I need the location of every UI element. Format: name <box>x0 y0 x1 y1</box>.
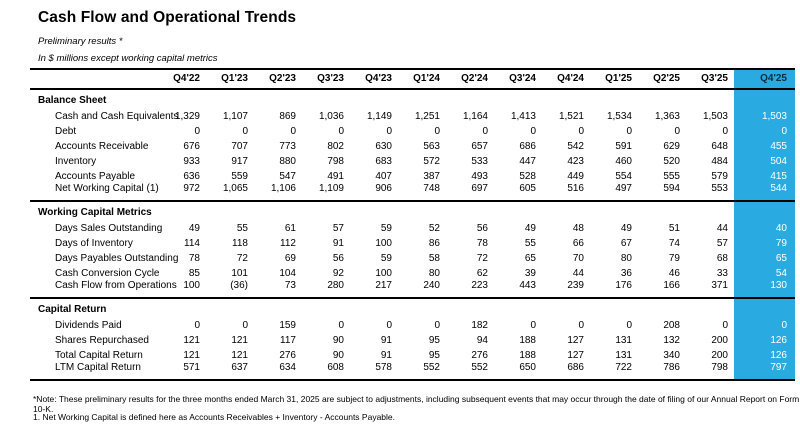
column-header: Q4'25 <box>734 69 795 89</box>
table-row <box>30 221 795 236</box>
cell-value: 707 <box>231 140 248 152</box>
cell-value: 1,065 <box>222 183 248 194</box>
cell-value: 542 <box>567 140 584 152</box>
column-header: Q2'23 <box>269 73 296 84</box>
cell-value: 59 <box>380 222 392 234</box>
row-label: Cash and Cash Equivalents <box>55 110 179 122</box>
cell-value: 605 <box>519 183 536 194</box>
cell-value: 104 <box>279 267 296 279</box>
cell-value: 114 <box>184 237 200 249</box>
cell-value: 68 <box>716 252 728 264</box>
table-row <box>30 348 795 363</box>
cell-value: 608 <box>327 362 344 373</box>
cell-value: 1,164 <box>462 110 488 122</box>
cell-value: 61 <box>284 222 296 234</box>
table-row <box>30 236 795 251</box>
cell-value: 1,413 <box>510 110 536 122</box>
cell-value: 1,149 <box>366 110 392 122</box>
cell-value: 0 <box>290 125 296 137</box>
cell-value: 78 <box>476 237 488 249</box>
cell-value: 0 <box>194 125 200 137</box>
row-label: Debt <box>55 125 77 137</box>
cell-value: 0 <box>194 319 200 331</box>
cell-value: 62 <box>476 267 488 279</box>
cell-value: 100 <box>375 267 392 279</box>
cell-value: 869 <box>279 110 296 122</box>
cell-value: 572 <box>423 155 440 167</box>
cell-value: 1,329 <box>174 110 200 122</box>
cell-value: 130 <box>734 281 795 298</box>
cell-value: 447 <box>519 155 536 167</box>
cell-value: 239 <box>567 280 584 291</box>
cell-value: 0 <box>434 319 440 331</box>
cell-value: 121 <box>183 334 200 346</box>
cell-value: 166 <box>663 280 680 291</box>
page-title: Cash Flow and Operational Trends <box>38 9 297 26</box>
table-row <box>30 363 795 380</box>
cell-value: 650 <box>519 362 536 373</box>
cell-value: 802 <box>327 140 344 152</box>
cell-value: 686 <box>567 362 584 373</box>
row-label: Cash Flow from Operations <box>55 280 177 291</box>
cell-value: 484 <box>711 155 728 167</box>
row-label: Cash Conversion Cycle <box>55 267 160 279</box>
cell-value: 634 <box>279 362 296 373</box>
cell-value: 44 <box>716 222 728 234</box>
cell-value: 56 <box>332 252 344 264</box>
cell-value: 0 <box>734 318 795 333</box>
cell-value: 276 <box>279 349 296 361</box>
cell-value: 497 <box>615 183 632 194</box>
cell-value: 72 <box>236 252 248 264</box>
cell-value: 217 <box>375 280 392 291</box>
cell-value: 722 <box>615 362 632 373</box>
table-section <box>30 298 795 380</box>
cell-value: 0 <box>722 125 728 137</box>
cell-value: 917 <box>231 155 248 167</box>
cell-value: 65 <box>734 251 795 266</box>
cell-value: 52 <box>428 222 440 234</box>
cell-value: 70 <box>572 252 584 264</box>
cell-value: 340 <box>663 349 680 361</box>
cell-value: 460 <box>615 155 632 167</box>
table-row <box>30 109 795 124</box>
row-label: Shares Repurchased <box>55 334 149 346</box>
cell-value: 101 <box>231 267 248 279</box>
cell-value: 773 <box>279 140 296 152</box>
cell-value: 159 <box>279 319 296 331</box>
section-title: Capital Return <box>38 304 107 315</box>
table-row <box>30 124 795 139</box>
cell-value: 0 <box>242 319 248 331</box>
cell-value: 491 <box>327 170 344 182</box>
cell-value: 44 <box>572 267 584 279</box>
cell-value: 554 <box>615 170 632 182</box>
cell-value: 516 <box>567 183 584 194</box>
cell-value: 504 <box>734 154 795 169</box>
footnote-definition: 1. Net Working Capital is defined here as Accounts Receivables + Inventory - Accounts Payable. <box>33 412 395 422</box>
cell-value: 0 <box>626 319 632 331</box>
cell-value: 48 <box>572 222 584 234</box>
cell-value: 91 <box>380 349 392 361</box>
cell-value: 0 <box>242 125 248 137</box>
cell-value: 0 <box>578 125 584 137</box>
table-section <box>30 89 795 201</box>
cell-value: 0 <box>530 125 536 137</box>
column-header: Q2'24 <box>461 73 488 84</box>
section-title: Working Capital Metrics <box>38 207 152 218</box>
cell-value: 683 <box>375 155 392 167</box>
cell-value: 0 <box>734 124 795 139</box>
cell-value: 90 <box>332 334 344 346</box>
cell-value: 100 <box>375 237 392 249</box>
cell-value: 0 <box>386 319 392 331</box>
cell-value: 1,534 <box>606 110 632 122</box>
cell-value: 49 <box>620 222 632 234</box>
cell-value: 200 <box>711 334 728 346</box>
cell-value: 94 <box>476 334 488 346</box>
cell-value: 85 <box>188 267 200 279</box>
cell-value: 280 <box>327 280 344 291</box>
financial-table <box>30 68 795 381</box>
cell-value: 0 <box>482 125 488 137</box>
cell-value: 39 <box>524 267 536 279</box>
cell-value: 798 <box>327 155 344 167</box>
table-row <box>30 139 795 154</box>
cell-value: 0 <box>626 125 632 137</box>
cell-value: 72 <box>476 252 488 264</box>
cell-value: 49 <box>188 222 200 234</box>
cell-value: 188 <box>519 334 536 346</box>
cell-value: 371 <box>711 280 728 291</box>
cell-value: 906 <box>375 183 392 194</box>
cell-value: 55 <box>524 237 536 249</box>
column-header: Q3'25 <box>701 73 728 84</box>
cell-value: 121 <box>183 349 200 361</box>
cell-value: 559 <box>231 170 248 182</box>
header-row <box>30 69 795 89</box>
row-label: Days Payables Outstanding <box>55 252 179 264</box>
cell-value: 95 <box>428 334 440 346</box>
cell-value: 630 <box>375 140 392 152</box>
cell-value: 547 <box>279 170 296 182</box>
cell-value: 1,107 <box>222 110 248 122</box>
row-label: Total Capital Return <box>55 349 143 361</box>
cell-value: 578 <box>375 362 392 373</box>
column-header: Q3'23 <box>317 73 344 84</box>
cell-value: 0 <box>338 319 344 331</box>
cell-value: 80 <box>620 252 632 264</box>
row-label: Days Sales Outstanding <box>55 222 163 234</box>
cell-value: 276 <box>471 349 488 361</box>
highlight-column-cell <box>734 298 795 318</box>
cell-value: 95 <box>428 349 440 361</box>
cell-value: 91 <box>380 334 392 346</box>
cell-value: 544 <box>734 184 795 201</box>
cell-value: 80 <box>428 267 440 279</box>
cell-value: 798 <box>711 362 728 373</box>
cell-value: 676 <box>183 140 200 152</box>
subtitle-units: In $ millions except working capital metrics <box>38 53 218 64</box>
cell-value: 57 <box>332 222 344 234</box>
section-title-row <box>30 201 795 221</box>
row-label: Net Working Capital (1) <box>55 183 159 194</box>
cell-value: 40 <box>734 221 795 236</box>
cell-value: 121 <box>231 349 248 361</box>
column-header: Q4'24 <box>557 73 584 84</box>
cell-value: 407 <box>375 170 392 182</box>
cell-value: 79 <box>668 252 680 264</box>
corner-cell <box>30 69 158 89</box>
cell-value: 55 <box>236 222 248 234</box>
cell-value: 240 <box>423 280 440 291</box>
cell-value: 571 <box>183 362 200 373</box>
footnote-note: *Note: These preliminary results for the three months ended March 31, 2025 are subject to adjustments, including subsequent events that may occur through the date of filing of our Annual Report on Form 10-K. <box>33 394 800 414</box>
cell-value: 176 <box>615 280 632 291</box>
section-title-row <box>30 298 795 318</box>
cell-value: (36) <box>230 280 248 291</box>
row-label: Accounts Payable <box>55 170 136 182</box>
cell-value: 0 <box>530 319 536 331</box>
cell-value: 0 <box>674 125 680 137</box>
cell-value: 686 <box>519 140 536 152</box>
cell-value: 591 <box>615 140 632 152</box>
row-label: Inventory <box>55 155 97 167</box>
table-row <box>30 333 795 348</box>
cell-value: 69 <box>284 252 296 264</box>
cell-value: 493 <box>471 170 488 182</box>
table-row <box>30 184 795 201</box>
table-row <box>30 169 795 184</box>
cell-value: 112 <box>280 237 296 249</box>
cell-value: 697 <box>471 183 488 194</box>
cell-value: 0 <box>722 319 728 331</box>
cell-value: 648 <box>711 140 728 152</box>
cell-value: 0 <box>338 125 344 137</box>
highlight-column-cell <box>734 89 795 109</box>
cell-value: 455 <box>734 139 795 154</box>
table-row <box>30 318 795 333</box>
cell-value: 78 <box>188 252 200 264</box>
cell-value: 65 <box>524 252 536 264</box>
cell-value: 563 <box>423 140 440 152</box>
cell-value: 797 <box>734 363 795 380</box>
cell-value: 0 <box>434 125 440 137</box>
column-header: Q1'25 <box>605 73 632 84</box>
cell-value: 208 <box>663 319 680 331</box>
column-header: Q4'23 <box>365 73 392 84</box>
cell-value: 786 <box>663 362 680 373</box>
cell-value: 36 <box>620 267 632 279</box>
cell-value: 126 <box>734 333 795 348</box>
cell-value: 126 <box>734 348 795 363</box>
cell-value: 57 <box>716 237 728 249</box>
cell-value: 131 <box>615 349 632 361</box>
cell-value: 528 <box>519 170 536 182</box>
cell-value: 636 <box>183 170 200 182</box>
cell-value: 933 <box>183 155 200 167</box>
cell-value: 66 <box>572 237 584 249</box>
cell-value: 1,036 <box>318 110 344 122</box>
table-row <box>30 266 795 281</box>
cell-value: 552 <box>471 362 488 373</box>
cell-value: 117 <box>280 334 296 346</box>
cell-value: 552 <box>423 362 440 373</box>
cell-value: 629 <box>663 140 680 152</box>
cell-value: 443 <box>519 280 536 291</box>
cell-value: 73 <box>284 280 296 291</box>
cell-value: 92 <box>332 267 344 279</box>
subtitle-preliminary: Preliminary results * <box>38 36 123 47</box>
column-header: Q1'24 <box>413 73 440 84</box>
cell-value: 972 <box>183 183 200 194</box>
cell-value: 0 <box>578 319 584 331</box>
cell-value: 1,503 <box>734 109 795 124</box>
table-section <box>30 201 795 298</box>
table-row <box>30 281 795 298</box>
cell-value: 74 <box>668 237 680 249</box>
cell-value: 200 <box>711 349 728 361</box>
row-label: Days of Inventory <box>55 237 133 249</box>
column-header: Q1'23 <box>221 73 248 84</box>
column-header: Q3'24 <box>509 73 536 84</box>
row-label: LTM Capital Return <box>55 362 141 373</box>
cell-value: 423 <box>567 155 584 167</box>
cell-value: 46 <box>668 267 680 279</box>
cell-value: 49 <box>524 222 536 234</box>
cell-value: 594 <box>663 183 680 194</box>
cell-value: 132 <box>663 334 680 346</box>
cell-value: 54 <box>734 266 795 281</box>
cell-value: 121 <box>231 334 248 346</box>
row-label: Dividends Paid <box>55 319 122 331</box>
column-header: Q2'25 <box>653 73 680 84</box>
cell-value: 58 <box>428 252 440 264</box>
cell-value: 90 <box>332 349 344 361</box>
cell-value: 67 <box>620 237 632 249</box>
column-header: Q4'22 <box>173 73 200 84</box>
row-label: Accounts Receivable <box>55 140 149 152</box>
table-row <box>30 251 795 266</box>
cell-value: 1,109 <box>318 183 344 194</box>
cell-value: 1,503 <box>702 110 728 122</box>
cell-value: 127 <box>567 349 584 361</box>
cell-value: 637 <box>231 362 248 373</box>
cell-value: 533 <box>471 155 488 167</box>
cell-value: 59 <box>380 252 392 264</box>
cell-value: 91 <box>332 237 344 249</box>
cell-value: 553 <box>711 183 728 194</box>
cell-value: 1,363 <box>654 110 680 122</box>
cell-value: 127 <box>567 334 584 346</box>
cell-value: 86 <box>428 237 440 249</box>
cell-value: 1,521 <box>558 110 584 122</box>
cell-value: 56 <box>476 222 488 234</box>
cell-value: 100 <box>183 280 200 291</box>
cell-value: 188 <box>519 349 536 361</box>
cell-value: 79 <box>734 236 795 251</box>
cell-value: 1,251 <box>414 110 440 122</box>
cell-value: 415 <box>734 169 795 184</box>
highlight-column-cell <box>734 201 795 221</box>
section-title: Balance Sheet <box>38 95 107 106</box>
cell-value: 387 <box>423 170 440 182</box>
cell-value: 51 <box>668 222 680 234</box>
cell-value: 1,106 <box>270 183 296 194</box>
table-row <box>30 154 795 169</box>
cell-value: 118 <box>232 237 248 249</box>
cell-value: 579 <box>711 170 728 182</box>
cell-value: 131 <box>615 334 632 346</box>
cell-value: 0 <box>386 125 392 137</box>
cell-value: 748 <box>423 183 440 194</box>
cell-value: 520 <box>663 155 680 167</box>
cell-value: 555 <box>663 170 680 182</box>
cell-value: 182 <box>471 319 488 331</box>
cell-value: 33 <box>716 267 728 279</box>
cell-value: 880 <box>279 155 296 167</box>
cell-value: 223 <box>471 280 488 291</box>
cell-value: 657 <box>471 140 488 152</box>
cell-value: 449 <box>567 170 584 182</box>
section-title-row <box>30 89 795 109</box>
